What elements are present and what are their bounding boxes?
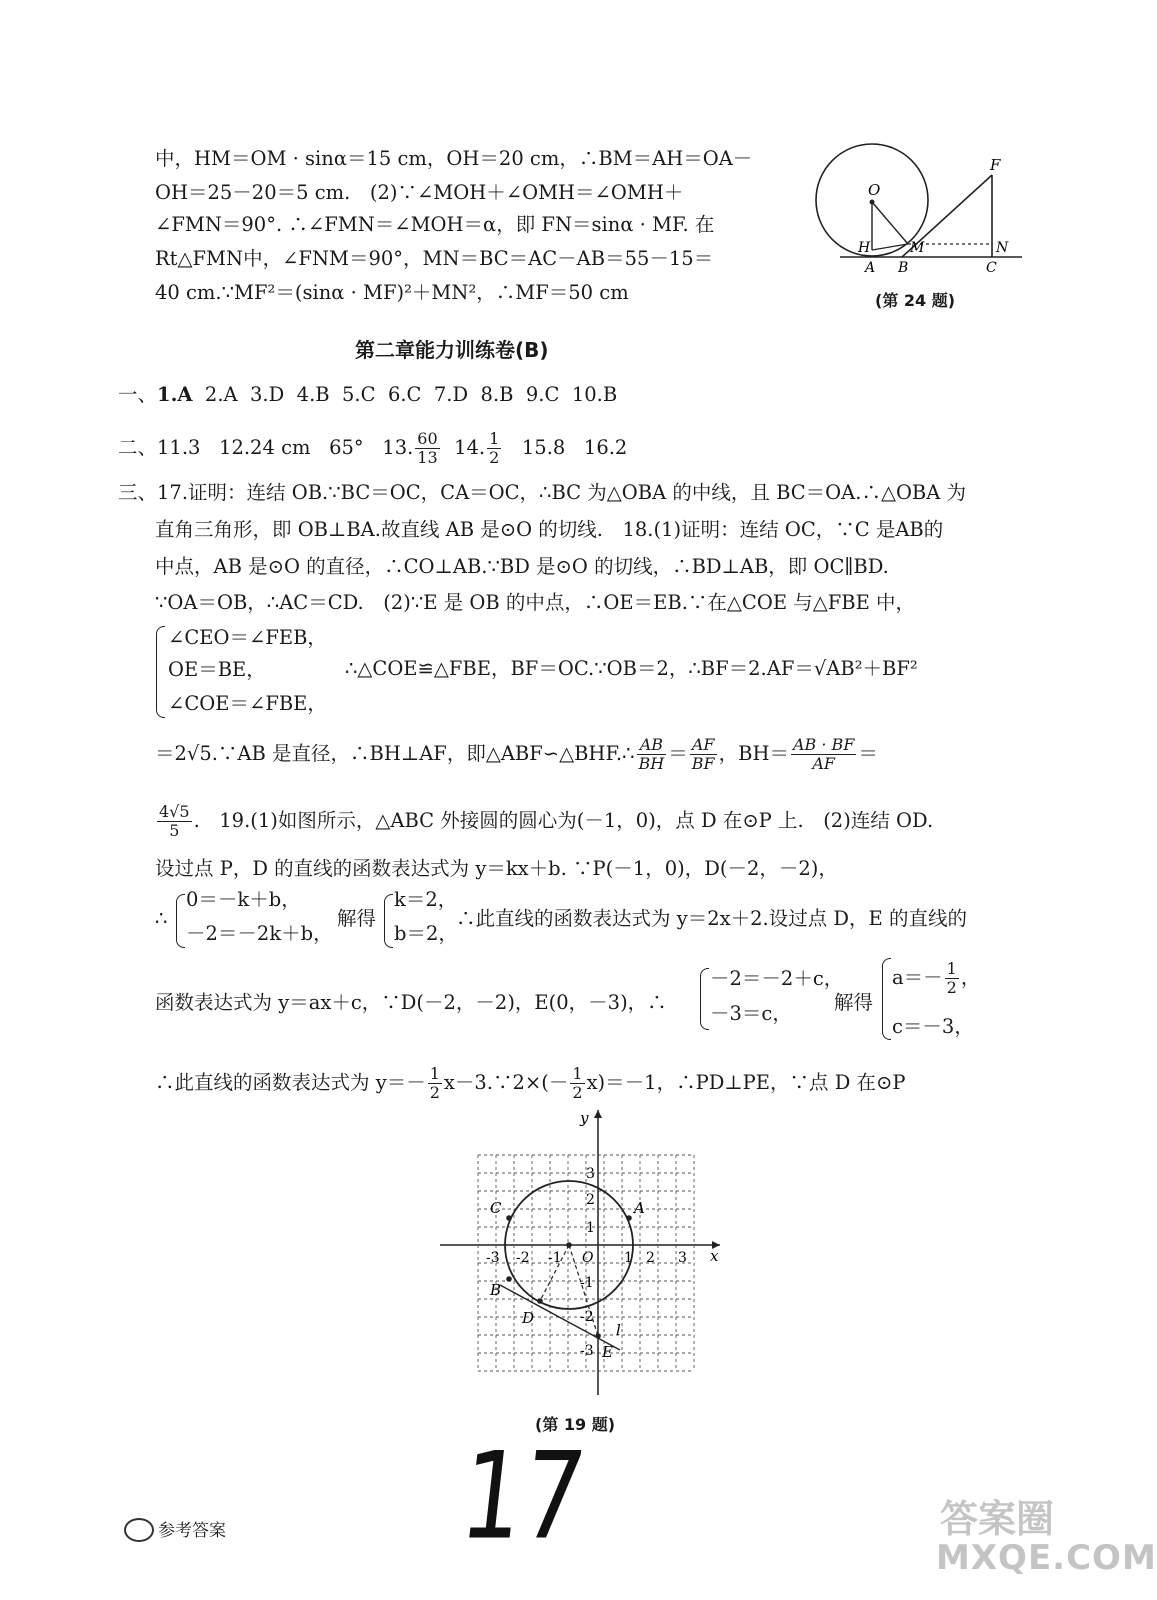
answer-1: 1.A: [157, 383, 193, 406]
tick-y-neg3: -3: [580, 1343, 594, 1359]
figure-24: [810, 140, 1030, 290]
text-line-final: ∴此直线的函数表达式为 y＝－ $\frac{1}{2}$ x－3.∵2×(－ $\frac{1}{2}$ x)＝－1，∴PD⊥PE，∵点 D 在⊙P: [155, 1064, 906, 1102]
answer-10: 10.B: [571, 383, 618, 406]
answer-5: 5.C: [342, 383, 376, 406]
watermark-url: MXQE.COM: [936, 1538, 1157, 1578]
y-arrow: [594, 1110, 602, 1118]
point-b: [506, 1276, 512, 1282]
answer-7: 7.D: [433, 383, 469, 406]
answer-16: 16.2: [583, 436, 628, 459]
axis-y-label: y: [580, 1109, 589, 1127]
text-line: ∵OA＝OB，∴AC＝CD. (2)∵E 是 OB 的中点，∴OE＝EB.∵在△COE 与△FBE 中，: [155, 591, 916, 614]
fraction-1-2: $\frac{1}{2}$: [572, 1064, 583, 1102]
label-m: M: [910, 240, 925, 256]
part1-prefix: 一、: [118, 383, 158, 406]
answer-11: 11.3: [157, 436, 201, 459]
answer-12b: 65°: [329, 436, 364, 459]
text-line: ∠FMN＝90°. ∴∠FMN＝∠MOH＝α，即 FN＝sinα · MF. 在: [155, 213, 715, 236]
system-line: ∠COE＝∠FBE，: [168, 692, 327, 715]
footer-label: 参考答案: [158, 1521, 226, 1541]
handwritten-page-number: 17: [454, 1426, 593, 1566]
text-line: 三、17.证明：连结 OB.∵BC＝OC，CA＝OC，∴BC 为△OBA 的中线，且 BC＝OA.∴△OBA 为: [118, 481, 967, 504]
label-l: l: [616, 1321, 621, 1339]
fraction-af-bf: $\frac{AF}{BF}$: [691, 735, 715, 773]
watermark-logo: 答案圈: [940, 1497, 1055, 1541]
label-a: A: [634, 1199, 645, 1217]
system-brace: [384, 894, 393, 948]
answer-4: 4.B: [296, 383, 330, 406]
answer-2: 2.A: [204, 383, 238, 406]
answer-14: 14.: [454, 436, 486, 459]
text-line: ∴此直线的函数表达式为 y＝2x＋2.设过点 D，E 的直线的: [456, 907, 967, 930]
text-line: 设过点 P，D 的直线的函数表达式为 y＝kx＋b. ∵P(－1，0)，D(－2，－2)，: [155, 857, 838, 880]
text-line: OH＝25－20＝5 cm. (2)∵∠MOH＋∠OMH＝∠OMH＋: [155, 181, 684, 204]
answer-12: 12.24 cm: [219, 436, 311, 459]
system-line: a＝－ $\frac{1}{2}$ ，: [892, 959, 981, 997]
label-o: O: [868, 181, 881, 199]
text-line: 中，HM＝OM · sinα＝15 cm，OH＝20 cm，∴BM＝AH＝OA－: [155, 147, 753, 170]
section-title: 第二章能力训练卷(B): [355, 338, 549, 362]
system-brace: [882, 958, 891, 1040]
point-e: [595, 1333, 601, 1339]
line-l: [500, 1285, 620, 1350]
point-a: [626, 1215, 632, 1221]
text-solve: 解得: [337, 907, 377, 930]
system-line: c＝－3，: [892, 1015, 974, 1038]
label-c: C: [490, 1199, 502, 1217]
point-o: [870, 200, 875, 205]
part2-line: [118, 428, 627, 468]
answer-8: 8.B: [480, 383, 514, 406]
tick-y-3: 3: [586, 1166, 595, 1182]
fraction-1-2: $\frac{1}{2}$: [946, 959, 957, 997]
system-line: －2＝－2＋c，: [710, 967, 844, 990]
answer-13: 13.: [382, 436, 414, 459]
label-a: A: [865, 260, 876, 276]
system-line: －2＝－2k＋b，: [186, 922, 333, 945]
fraction-60-13: $\frac{60}{13}$: [417, 429, 438, 467]
system-prefix: ∴: [155, 907, 168, 930]
label-b: B: [490, 1281, 502, 1299]
tick-y-neg1: -1: [580, 1275, 594, 1291]
part1-line: [118, 382, 617, 408]
text-solve: 解得: [834, 991, 874, 1014]
tick-y-2: 2: [586, 1192, 595, 1208]
tick-y-neg2: -2: [580, 1309, 594, 1325]
answer-15: 15.8: [521, 436, 566, 459]
fraction-abbf-af: $\frac{AB \cdot BF}{AF}$: [792, 735, 855, 773]
system-line: －3＝c，: [710, 1002, 792, 1025]
text-line: 中点，AB 是⊙O 的直径，∴CO⊥AB.∵BD 是⊙O 的切线，∴BD⊥AB，即 OC∥BD.: [155, 555, 889, 578]
point-p: [566, 1242, 572, 1248]
text-line: ∴△COE≌△FBE，BF＝OC.∵OB＝2，∴BF＝2.AF＝√AB²＋BF²: [345, 657, 918, 680]
point-c: [506, 1215, 512, 1221]
tick-x-2: 2: [646, 1250, 655, 1266]
label-e: E: [602, 1343, 613, 1361]
label-d: D: [522, 1309, 535, 1327]
system-line: ∠CEO＝∠FEB，: [168, 626, 327, 649]
axis-x-label: x: [710, 1247, 719, 1265]
footer-icon: [124, 1518, 154, 1542]
tick-x-1: 1: [624, 1250, 633, 1266]
system-brace: [176, 894, 185, 948]
tick-x-neg3: -3: [486, 1250, 500, 1266]
label-h: H: [858, 240, 871, 256]
tick-origin: O: [582, 1250, 594, 1266]
label-f: F: [990, 156, 1001, 174]
answer-6: 6.C: [387, 383, 422, 406]
system-brace: [700, 968, 709, 1030]
system-brace: [156, 626, 165, 718]
answer-9: 9.C: [525, 383, 560, 406]
point-d: [537, 1298, 543, 1304]
system-line: OE＝BE，: [168, 658, 266, 681]
fraction-4root5-5: $\frac{4√5}{5}$: [159, 802, 190, 840]
figure-19-caption: (第 19 题): [535, 1415, 616, 1434]
system-line: k＝2，: [394, 888, 458, 911]
tick-y-1: 1: [586, 1220, 595, 1236]
tick-x-neg1: -1: [548, 1250, 562, 1266]
text-line-fractions: ＝2√5.∵AB 是直径，∴BH⊥AF，即△ABF∽△BHF.∴ $\frac{AB}{BH}$ ＝ $\frac{AF}{BF}$ ，BH＝ $\frac{AB \cdot BF}{AF}$ ＝: [155, 735, 878, 773]
label-c: C: [986, 260, 997, 276]
label-n: N: [996, 240, 1009, 256]
text-line-19: $\frac{4√5}{5}$ . 19.(1)如图所示，△ABC 外接圆的圆心为(－1，0)，点 D 在⊙P 上. (2)连结 OD.: [159, 802, 934, 840]
figure-19: [430, 1105, 730, 1405]
system-line: b＝2，: [394, 922, 458, 945]
text-line: 40 cm.∵MF²＝(sinα · MF)²＋MN²，∴MF＝50 cm: [155, 281, 629, 304]
answer-3: 3.D: [250, 383, 285, 406]
tick-x-neg2: -2: [516, 1250, 530, 1266]
part2-prefix: 二、: [118, 436, 158, 459]
fraction-1-2: $\frac{1}{2}$: [489, 429, 500, 467]
fraction-1-2: $\frac{1}{2}$: [429, 1064, 440, 1102]
text-line: Rt△FMN中，∠FNM＝90°，MN＝BC＝AC－AB＝55－15＝: [155, 247, 714, 270]
text-line: 直角三角形，即 OB⊥BA.故直线 AB 是⊙O 的切线. 18.(1)证明：连结 OC，∵C 是AB的: [155, 518, 944, 541]
fraction-ab-bh: $\frac{AB}{BH}$: [638, 735, 665, 773]
system-line: 0＝－k＋b，: [186, 888, 301, 911]
label-b: B: [898, 260, 909, 276]
line-om: [872, 202, 908, 244]
text-line: 函数表达式为 y＝ax＋c，∵D(－2，－2)，E(0，－3)，∴: [155, 991, 667, 1014]
figure-24-caption: (第 24 题): [875, 291, 956, 310]
tick-x-3: 3: [678, 1250, 687, 1266]
